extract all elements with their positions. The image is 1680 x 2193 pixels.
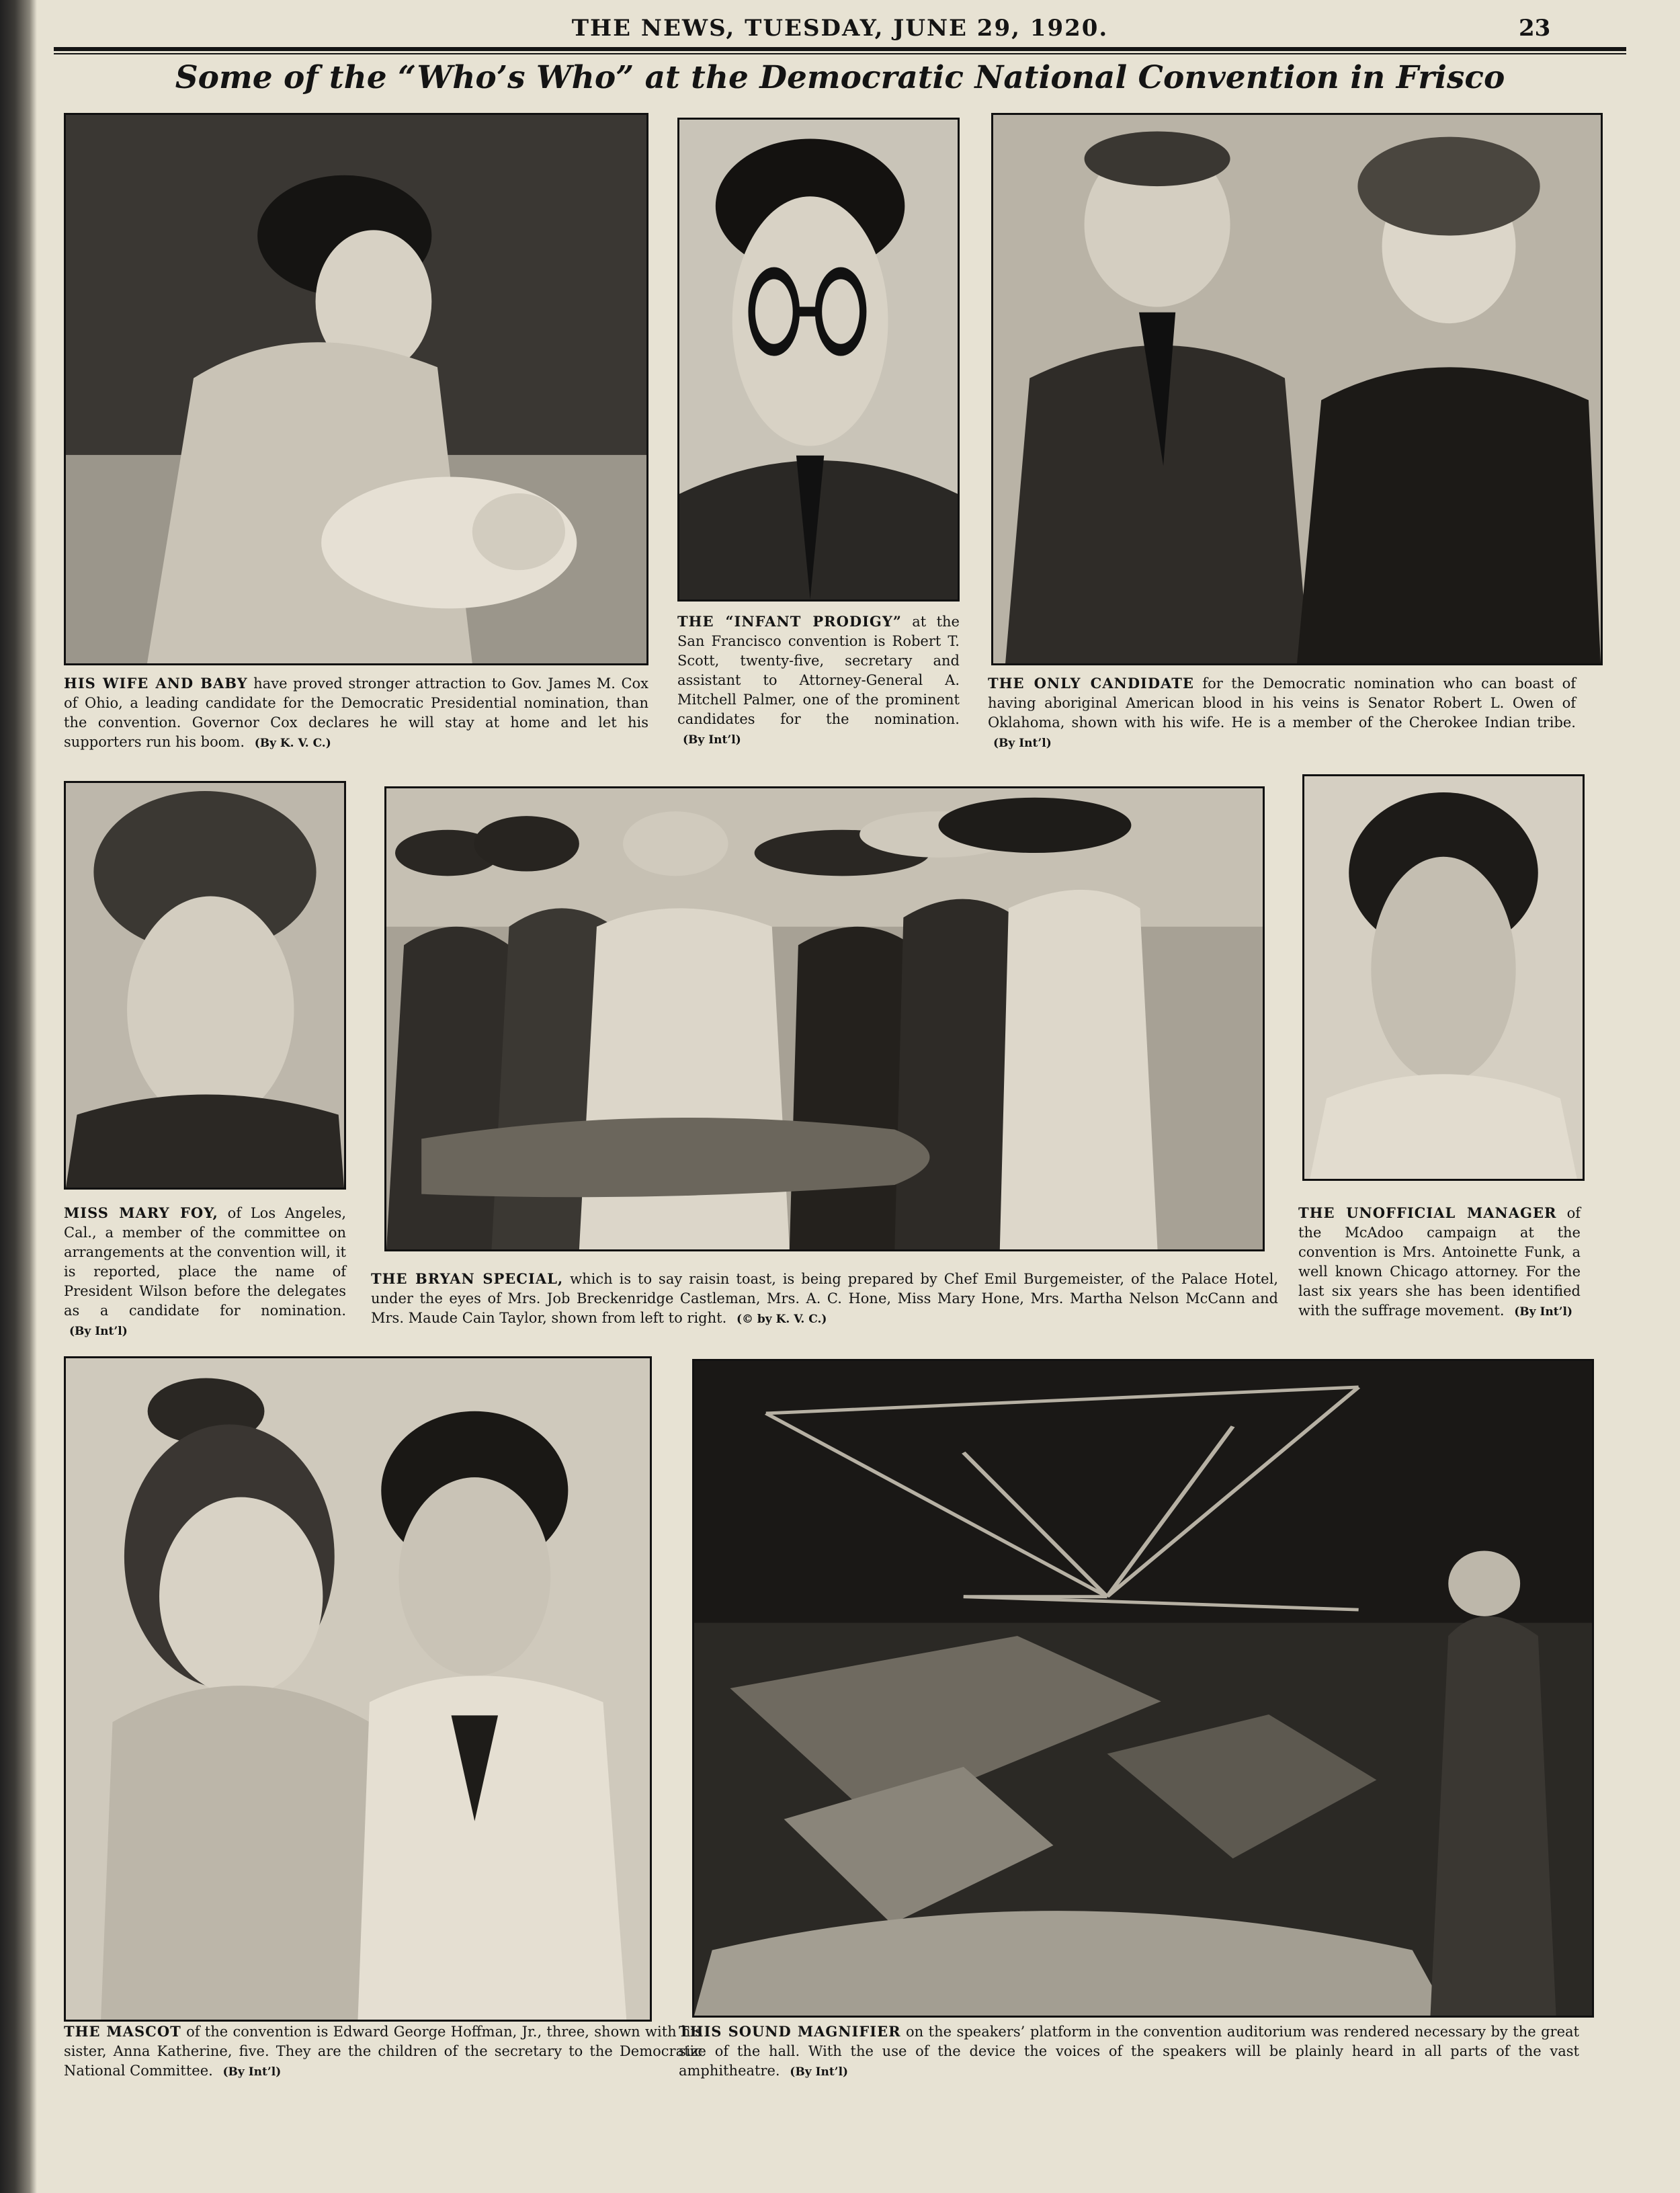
caption-mascot: [64, 2022, 702, 2082]
photo-credit: (By Int’l): [1514, 1305, 1573, 1319]
caption-text: at the San Francisco convention is Robert T. Scott, twenty-five, secretary and assistant to Attorney-General A. Mitchell Palmer, one of the prominent candidates for the nomination.: [677, 614, 960, 727]
photo-wife-and-baby: [64, 113, 648, 665]
photo-mary-foy: [64, 781, 346, 1190]
caption-only-candidate: [988, 673, 1576, 753]
caption-text: of the McAdoo campaign at the convention is Mrs. Antoinette Funk, a well known Chicago attorney. For the last six years she has been identified with the suffrage movement.: [1298, 1205, 1581, 1319]
photo-mascot: [64, 1356, 652, 2022]
caption-text: of Los Angeles, Cal., a member of the committee on arrangements at the convention will, it is reported, place the name of President Wilson before the delegates as a candidate for nomination.: [64, 1205, 346, 1319]
caption-text: of the convention is Edward George Hoffman, Jr., three, shown with his sister, Anna Katherine, five. They are the children of the secretary to the Democratic National Committee.: [64, 2024, 702, 2079]
photo-credit: (By Int’l): [993, 737, 1052, 750]
caption-lead: MISS MARY FOY,: [64, 1204, 218, 1221]
caption-text: which is to say raisin toast, is being prepared by Chef Emil Burgemeister, of the Palace Hotel, under the eyes of Mrs. Job Breckenridge Castleman, Mrs. A. C. Hone, Miss Mary Hone, Mrs. Martha Nelson McCann and Mrs. Maude Cain Taylor, shown from left to right.: [371, 1271, 1278, 1326]
photo-infant-prodigy: [677, 118, 960, 602]
page-headline: Some of the “Who’s Who” at the Democratic National Convention in Frisco: [175, 59, 1505, 96]
caption-bryan-special: [371, 1269, 1278, 1329]
photo-credit: (By Int’l): [222, 2065, 282, 2079]
photo-credit: (By Int’l): [790, 2065, 849, 2079]
caption-lead: HIS WIFE AND BABY: [64, 675, 248, 692]
top-rule-thin: [54, 53, 1626, 54]
photo-credit: (By K. V. C.): [254, 737, 331, 750]
top-rule: [54, 47, 1626, 51]
photo-unofficial-manager: [1302, 774, 1585, 1181]
page-binding-shadow: [0, 0, 37, 2193]
masthead: THE NEWS, TUESDAY, JUNE 29, 1920.: [571, 15, 1109, 42]
caption-lead: THIS SOUND MAGNIFIER: [679, 2023, 901, 2040]
caption-mary-foy: [64, 1203, 346, 1341]
caption-text: have proved stronger attraction to Gov. James M. Cox of Ohio, a leading candidate for the Democratic Presidential nomination, than the convention. Governor Cox declares he will stay at home and let his supporters run his boom.: [64, 675, 648, 750]
caption-infant-prodigy: [677, 612, 960, 750]
caption-lead: THE ONLY CANDIDATE: [988, 675, 1194, 692]
caption-wife-and-baby: [64, 673, 648, 753]
photo-bryan-special: [384, 786, 1265, 1251]
photo-only-candidate: [991, 113, 1603, 665]
caption-unofficial-manager: [1298, 1203, 1581, 1322]
caption-text: on the speakers’ platform in the convention auditorium was rendered necessary by the great size of the hall. With the use of the device the voices of the speakers will be plainly heard in all parts of the vast amphitheatre.: [679, 2024, 1579, 2079]
caption-lead: THE MASCOT: [64, 2023, 181, 2040]
caption-sound-magnifier: [679, 2022, 1579, 2082]
page-number: 23: [1519, 15, 1551, 42]
photo-sound-magnifier: [692, 1359, 1594, 2018]
caption-lead: THE UNOFFICIAL MANAGER: [1298, 1204, 1557, 1221]
photo-credit: (By Int’l): [683, 733, 741, 747]
caption-lead: THE BRYAN SPECIAL,: [371, 1270, 564, 1287]
photo-credit: (© by K. V. C.): [736, 1313, 827, 1326]
caption-text: for the Democratic nomination who can boast of having aboriginal American blood in his veins is Senator Robert L. Owen of Oklahoma, shown with his wife. He is a member of the Cherokee Indian tribe.: [988, 675, 1576, 731]
photo-credit: (By Int’l): [69, 1325, 128, 1338]
caption-lead: THE “INFANT PRODIGY”: [677, 613, 902, 630]
